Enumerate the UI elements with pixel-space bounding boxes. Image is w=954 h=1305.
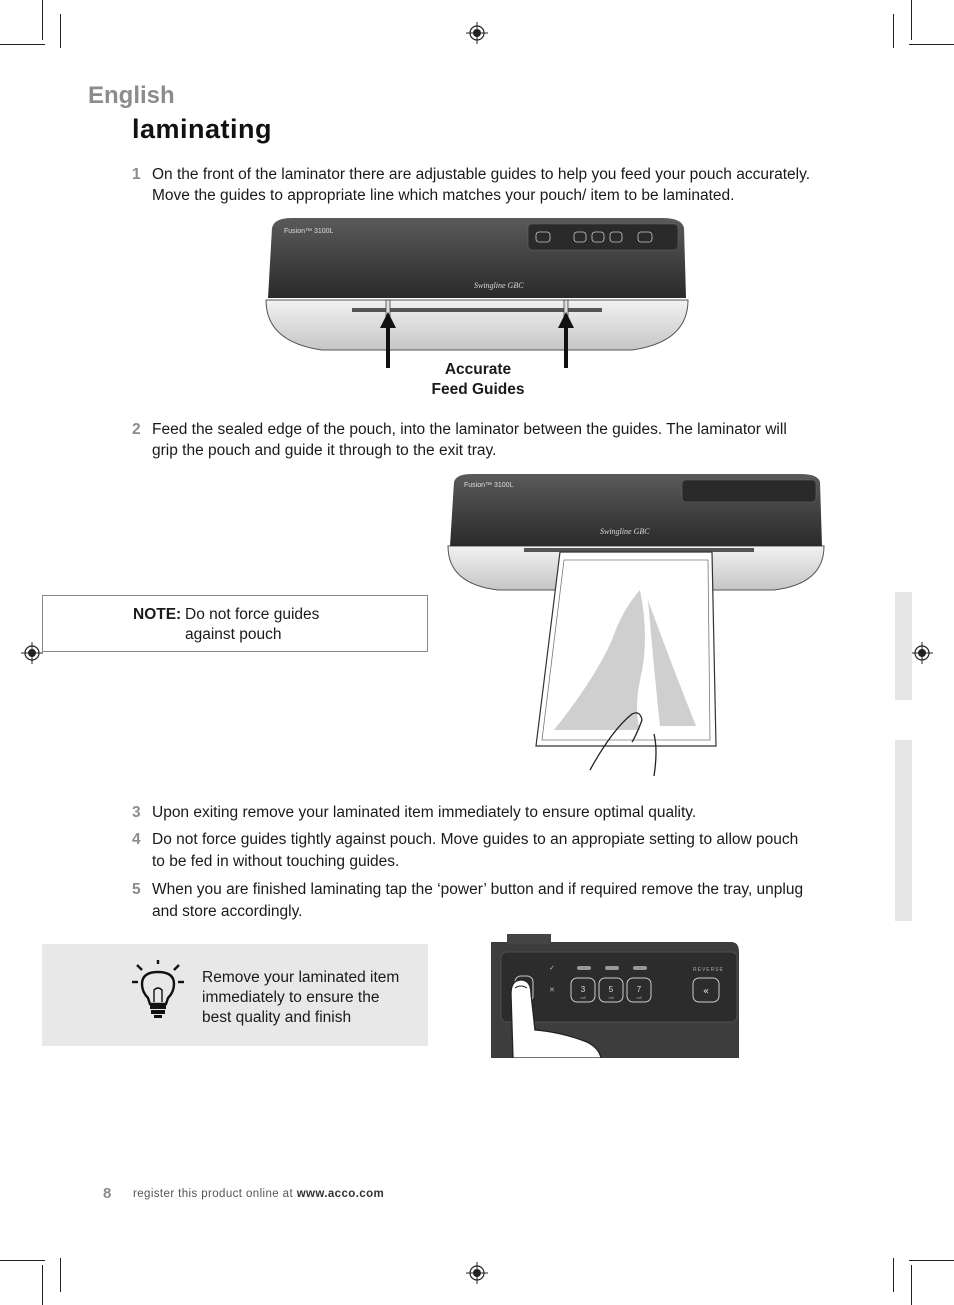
crop-mark [42, 1265, 43, 1305]
brand-logo: Swingline GBC [600, 527, 650, 536]
control-panel-illustration [491, 934, 741, 1058]
thickness-5-button: 5 [608, 985, 614, 994]
side-tab [895, 740, 912, 921]
crop-mark [0, 44, 45, 45]
crop-mark [909, 44, 954, 45]
step-text-line: Do not force guides tightly against pouch. Move guides to an appropiate setting to allow pouch [152, 831, 799, 848]
tip-box [42, 944, 428, 1046]
step-text-line: Move the guides to appropriate line which matches your pouch/ item to be laminated. [152, 187, 735, 204]
step-text-line: to be fed in without touching guides. [152, 853, 400, 870]
step-text-line: Upon exiting remove your laminated item immediately to ensure optimal quality. [152, 804, 697, 821]
footer-register-text: register this product online at [133, 1188, 294, 1200]
reverse-label: REVERSE [693, 967, 724, 973]
crop-mark [60, 14, 61, 48]
crop-mark [42, 0, 43, 40]
lightbulb-icon [130, 960, 186, 1018]
language-label: English [88, 82, 175, 109]
note-label: NOTE: [133, 606, 182, 623]
note-text-line: against pouch [185, 626, 282, 643]
footer-url-link[interactable]: www.acco.com [296, 1188, 385, 1200]
crop-mark [911, 0, 912, 40]
registration-mark-icon [21, 642, 43, 664]
note-text-line: Do not force guides [185, 606, 320, 623]
page-number: 8 [103, 1185, 112, 1202]
section-title: laminating [132, 114, 273, 144]
crop-mark [909, 1260, 954, 1261]
crop-mark [911, 1265, 912, 1305]
registration-mark-icon [466, 22, 488, 44]
step-number: 2 [132, 421, 141, 438]
step-text-line: Feed the sealed edge of the pouch, into the laminator between the guides. The laminator will [152, 421, 787, 438]
tip-text-line: best quality and finish [202, 1009, 352, 1026]
tip-text-line: immediately to ensure the [202, 989, 380, 1006]
note-box [42, 595, 428, 652]
crop-mark [60, 1258, 61, 1292]
thickness-3-button: 3 [580, 985, 586, 994]
tip-text-line: Remove your laminated item [202, 969, 400, 986]
laminator-front-illustration [262, 214, 692, 370]
step-text-line: and store accordingly. [152, 903, 303, 920]
step-text-line: On the front of the laminator there are adjustable guides to help you feed your pouch accurately. [152, 166, 811, 183]
model-label: Fusion™ 3100L [284, 228, 334, 235]
model-label: Fusion™ 3100L [464, 482, 514, 489]
step-text-line: When you are finished laminating tap the ‘power’ button and if required remove the tray, unplug [152, 881, 804, 898]
svg-text:✓: ✓ [549, 964, 555, 972]
step-number: 1 [132, 166, 141, 183]
svg-text:«: « [702, 986, 710, 997]
svg-text:✕: ✕ [549, 986, 555, 994]
crop-mark [0, 1260, 45, 1261]
registration-mark-icon [911, 642, 933, 664]
registration-mark-icon [466, 1262, 488, 1284]
crop-mark [893, 14, 894, 48]
caption-line: Accurate [444, 361, 512, 378]
step-text-line: grip the pouch and guide it through to the exit tray. [152, 442, 497, 459]
footer-text [133, 1188, 384, 1200]
thickness-unit: mil [608, 995, 614, 1000]
side-tab [895, 592, 912, 700]
thickness-unit: mil [636, 995, 642, 1000]
step-number: 5 [132, 881, 141, 898]
thickness-7-button: 7 [636, 985, 642, 994]
brand-logo: Swingline GBC [474, 281, 524, 290]
step-number: 3 [132, 804, 141, 821]
caption-line: Feed Guides [431, 381, 525, 398]
step-number: 4 [132, 831, 141, 848]
thickness-unit: mil [580, 995, 586, 1000]
crop-mark [893, 1258, 894, 1292]
feed-guides-caption [400, 360, 556, 400]
laminator-feeding-illustration [444, 470, 828, 780]
